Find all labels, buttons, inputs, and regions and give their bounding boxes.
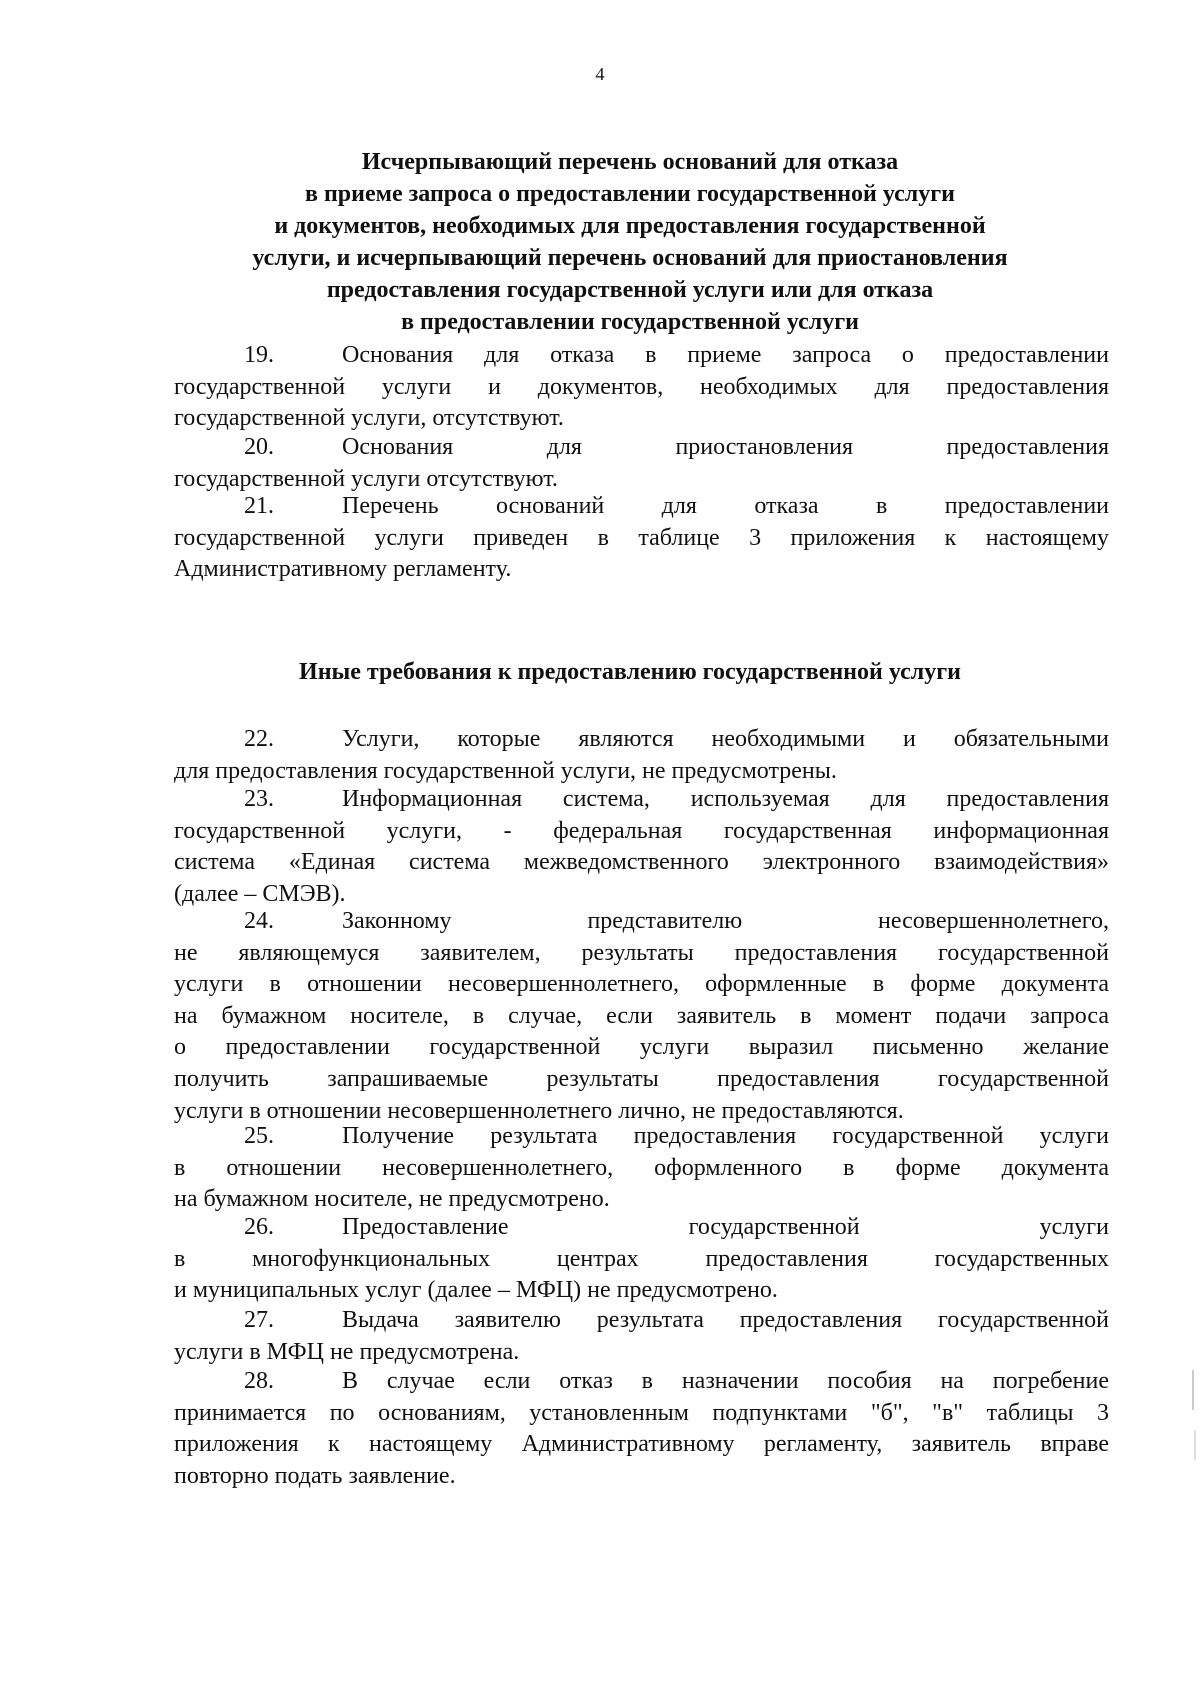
heading-line: Исчерпывающий перечень оснований для отказа <box>361 149 899 175</box>
paragraph-text: Законному представителю несовершеннолетнего, <box>342 908 1109 934</box>
paragraph-line <box>174 816 1109 848</box>
paragraph-text: и муниципальных услуг (далее – МФЦ) не предусмотрено. <box>174 1277 778 1304</box>
paragraph-text: Выдача заявителю результата предоставления государственной <box>342 1307 1109 1333</box>
paragraph-number: 27. <box>244 1307 274 1333</box>
paragraph-text: Административному регламенту. <box>174 556 512 583</box>
paragraph-text: на бумажном носителе, в случае, если заявитель в момент подачи запроса <box>174 1002 1109 1029</box>
paragraph-text: Перечень оснований для отказа в предоставлении <box>342 493 1109 519</box>
paragraph-line <box>174 847 1109 879</box>
paragraph-text: Услуги, которые являются необходимыми и обязательными <box>342 726 1109 752</box>
paragraph-27 <box>174 1305 1109 1368</box>
scan-artifact <box>1192 1370 1194 1410</box>
heading-line: и документов, необходимых для предоставления государственной <box>274 213 986 239</box>
heading-line: Иные требования к предоставлению государственной услуги <box>299 659 961 685</box>
paragraph-text: о предоставлении государственной услуги выразил письменно желание <box>174 1034 1109 1061</box>
paragraph-line <box>174 432 1109 464</box>
paragraph-line <box>174 1121 1109 1153</box>
paragraph-line <box>174 938 1109 970</box>
paragraph-line <box>174 1337 1109 1369</box>
paragraph-line <box>174 1398 1109 1430</box>
paragraph-line <box>174 1032 1109 1064</box>
paragraph-text: услуги в отношении несовершеннолетнего лично, не предоставляются. <box>174 1097 904 1124</box>
paragraph-text: Предоставление государственной услуги <box>342 1214 1109 1240</box>
paragraph-text: государственной услуги приведен в таблице 3 приложения к настоящему <box>174 524 1109 551</box>
section-heading-refusal-grounds <box>150 146 1110 338</box>
paragraph-line <box>174 724 1109 756</box>
paragraph-line <box>174 372 1109 404</box>
paragraph-line <box>174 1461 1109 1493</box>
paragraph-text: В случае если отказ в назначении пособия на погребение <box>342 1368 1109 1394</box>
paragraph-21 <box>174 491 1109 586</box>
paragraph-line <box>174 969 1109 1001</box>
paragraph-line <box>174 784 1109 816</box>
paragraph-line <box>174 1366 1109 1398</box>
paragraph-text: не являющемуся заявителем, результаты предоставления государственной <box>174 939 1109 966</box>
paragraph-line <box>174 523 1109 555</box>
paragraph-23 <box>174 784 1109 910</box>
paragraph-text: принимается по основаниям, установленным подпунктами "б", "в" таблицы 3 <box>174 1399 1109 1426</box>
page-number: 4 <box>595 64 605 84</box>
heading-line: предоставления государственной услуги или для отказа <box>326 277 934 303</box>
paragraph-number: 20. <box>244 434 274 460</box>
paragraph-text: услуги в МФЦ не предусмотрена. <box>174 1338 520 1365</box>
heading-line: услуги, и исчерпывающий перечень оснований для приостановления <box>252 245 1008 271</box>
paragraph-line <box>174 491 1109 523</box>
paragraph-text: Основания для отказа в приеме запроса о предоставлении <box>342 342 1109 368</box>
paragraph-line <box>174 1212 1109 1244</box>
paragraph-line <box>174 1244 1109 1276</box>
paragraph-20 <box>174 432 1109 495</box>
paragraph-number: 19. <box>244 342 274 368</box>
paragraph-28 <box>174 1366 1109 1492</box>
paragraph-line <box>174 1429 1109 1461</box>
paragraph-text: услуги в отношении несовершеннолетнего, оформленные в форме документа <box>174 971 1109 998</box>
paragraph-number: 23. <box>244 786 274 812</box>
paragraph-line <box>174 1064 1109 1096</box>
paragraph-number: 21. <box>244 493 274 519</box>
scan-artifact <box>1194 1430 1196 1460</box>
paragraph-number: 22. <box>244 726 274 752</box>
paragraph-text: (далее – СМЭВ). <box>174 880 346 907</box>
paragraph-24 <box>174 906 1109 1127</box>
paragraph-line <box>174 403 1109 435</box>
paragraph-text: государственной услуги, - федеральная государственная информационная <box>174 817 1109 844</box>
paragraph-text: в многофункциональных центрах предоставления государственных <box>174 1245 1109 1272</box>
paragraph-25 <box>174 1121 1109 1216</box>
paragraph-text: на бумажном носителе, не предусмотрено. <box>174 1186 610 1213</box>
heading-line: в предоставлении государственной услуги <box>401 309 859 335</box>
paragraph-text: Информационная система, используемая для предоставления <box>342 786 1109 812</box>
paragraph-26 <box>174 1212 1109 1307</box>
heading-line: в приеме запроса о предоставлении государственной услуги <box>305 181 955 207</box>
paragraph-number: 28. <box>244 1368 274 1394</box>
paragraph-text: получить запрашиваемые результаты предоставления государственной <box>174 1065 1109 1092</box>
paragraph-text: Основания для приостановления предоставления <box>342 434 1109 460</box>
paragraph-number: 24. <box>244 908 274 934</box>
paragraph-line <box>174 554 1109 586</box>
paragraph-text: для предоставления государственной услуги, не предусмотрены. <box>174 757 837 784</box>
paragraph-text: Получение результата предоставления государственной услуги <box>342 1123 1109 1149</box>
paragraph-text: государственной услуги и документов, необходимых для предоставления <box>174 373 1109 400</box>
paragraph-text: повторно подать заявление. <box>174 1462 456 1489</box>
paragraph-text: система «Единая система межведомственного электронного взаимодействия» <box>174 849 1109 876</box>
paragraph-text: государственной услуги отсутствуют. <box>174 465 558 492</box>
paragraph-line <box>174 1001 1109 1033</box>
paragraph-22 <box>174 724 1109 787</box>
paragraph-line <box>174 906 1109 938</box>
paragraph-line <box>174 1275 1109 1307</box>
paragraph-text: в отношении несовершеннолетнего, оформленного в форме документа <box>174 1154 1109 1181</box>
paragraph-line <box>174 1153 1109 1185</box>
paragraph-19 <box>174 340 1109 435</box>
paragraph-text: государственной услуги, отсутствуют. <box>174 405 564 432</box>
paragraph-line <box>174 1305 1109 1337</box>
paragraph-text: приложения к настоящему Административному регламенту, заявитель вправе <box>174 1431 1109 1458</box>
paragraph-number: 25. <box>244 1123 274 1149</box>
paragraph-number: 26. <box>244 1214 274 1240</box>
section-heading-other-requirements <box>150 656 1110 688</box>
paragraph-line <box>174 340 1109 372</box>
paragraph-line <box>174 756 1109 788</box>
